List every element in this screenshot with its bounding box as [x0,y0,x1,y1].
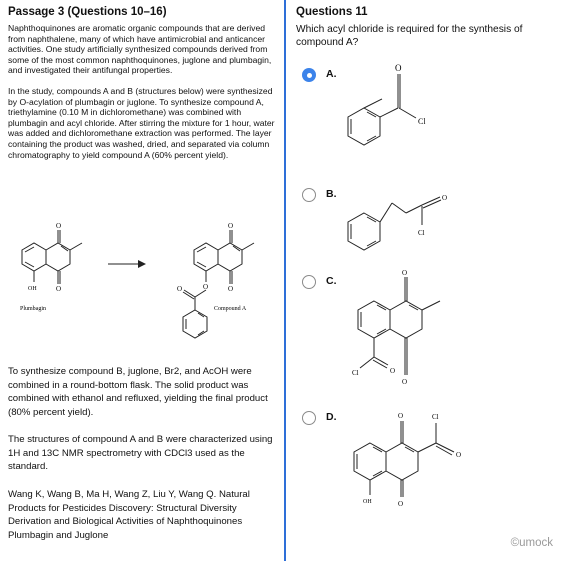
atom-o: O [402,378,408,386]
option-b-letter: B. [326,188,337,200]
option-d-letter: D. [326,411,337,423]
option-c-letter: C. [326,275,337,287]
atom-o: O [390,367,396,375]
atom-oh: OH [363,499,372,505]
passage-citation: Wang K, Wang B, Ma H, Wang Z, Liu Y, Wang Q. Natural Products for Pesticides Discovery: Structural Diversity Derivation and Biological Activities of Naphthoquinones Plumbagin and Juglone [8,489,250,541]
reaction-arrow [138,260,146,268]
option-d[interactable] [296,405,556,515]
atom-cl: Cl [432,413,439,421]
option-d-structure [336,405,486,515]
atom-cl: Cl [418,117,426,126]
plumbagin-right-ring [46,243,70,271]
option-a[interactable] [296,60,556,160]
option-b[interactable] [296,185,556,260]
passage-paragraph-4: The structures of compound A and B were characterized using 1H and 13C NMR spectrometry with CDCl3 used as the standard. [8,434,273,472]
atom-cl: Cl [418,229,425,237]
atom-o: O [442,194,448,202]
passage-title: Passage 3 (Questions 10–16) [8,6,167,18]
option-a-radio[interactable] [302,68,316,82]
question-title: Questions 11 [296,6,368,18]
atom-o: O [56,285,62,293]
passage-paragraph-2: In the study, compounds A and B (structures below) were synthesized by O-acylation of plumbagin or juglone. To synthesize compound A, triethylamine (0.10 M in dichloromethane) was combined with plumbagin and acyl chloride. After stirring the mixture for 1 hour, water was added and dichloromethane extraction was performed. The layer containing the product was washed, dried, and separated via column chromatography to yield compound A (60% percent yield). [8,85,275,160]
atom-o: O [398,500,404,508]
option-c-structure [336,265,486,400]
atom-o: O [228,222,234,230]
atom-o: O [203,283,209,291]
atom-o: O [402,269,408,277]
option-d-radio[interactable] [302,411,316,425]
umock-watermark: ©umock [510,537,553,549]
passage-paragraph-3: To synthesize compound B, juglone, Br2, and AcOH were combined in a round-bottom flask. The solid product was combined with ethanol and refluxed, yielding the final product (80% percent yield). [8,366,268,418]
passage-paragraph-1: Naphthoquinones are aromatic organic compounds that are derived from naphthalene, many of which have antimicrobial and anticancer activities. One study artificially synthesized compounds derived from some of the most common naphthoquinones, juglone and plumbagin, and investigated their antifungal properties. [8,23,272,76]
option-c[interactable] [296,265,556,400]
option-a-structure [336,60,466,160]
option-a-letter: A. [326,68,337,80]
atom-oh: OH [28,286,37,292]
atom-cl: Cl [352,369,359,377]
option-b-radio[interactable] [302,188,316,202]
plumbagin-label: Plumbagin [20,306,47,312]
atom-o: O [456,451,462,459]
atom-o: O [56,222,62,230]
atom-o: O [395,63,402,73]
reaction-figure [8,218,276,358]
atom-o: O [398,412,404,420]
atom-o: O [177,285,183,293]
option-c-radio[interactable] [302,275,316,289]
option-b-structure [336,185,486,260]
atom-o: O [228,285,234,293]
compound-a-label: Compound A [214,306,247,312]
question-prompt: Which acyl chloride is required for the synthesis of compound A? [296,24,523,48]
compound-a-benzene [183,310,207,338]
